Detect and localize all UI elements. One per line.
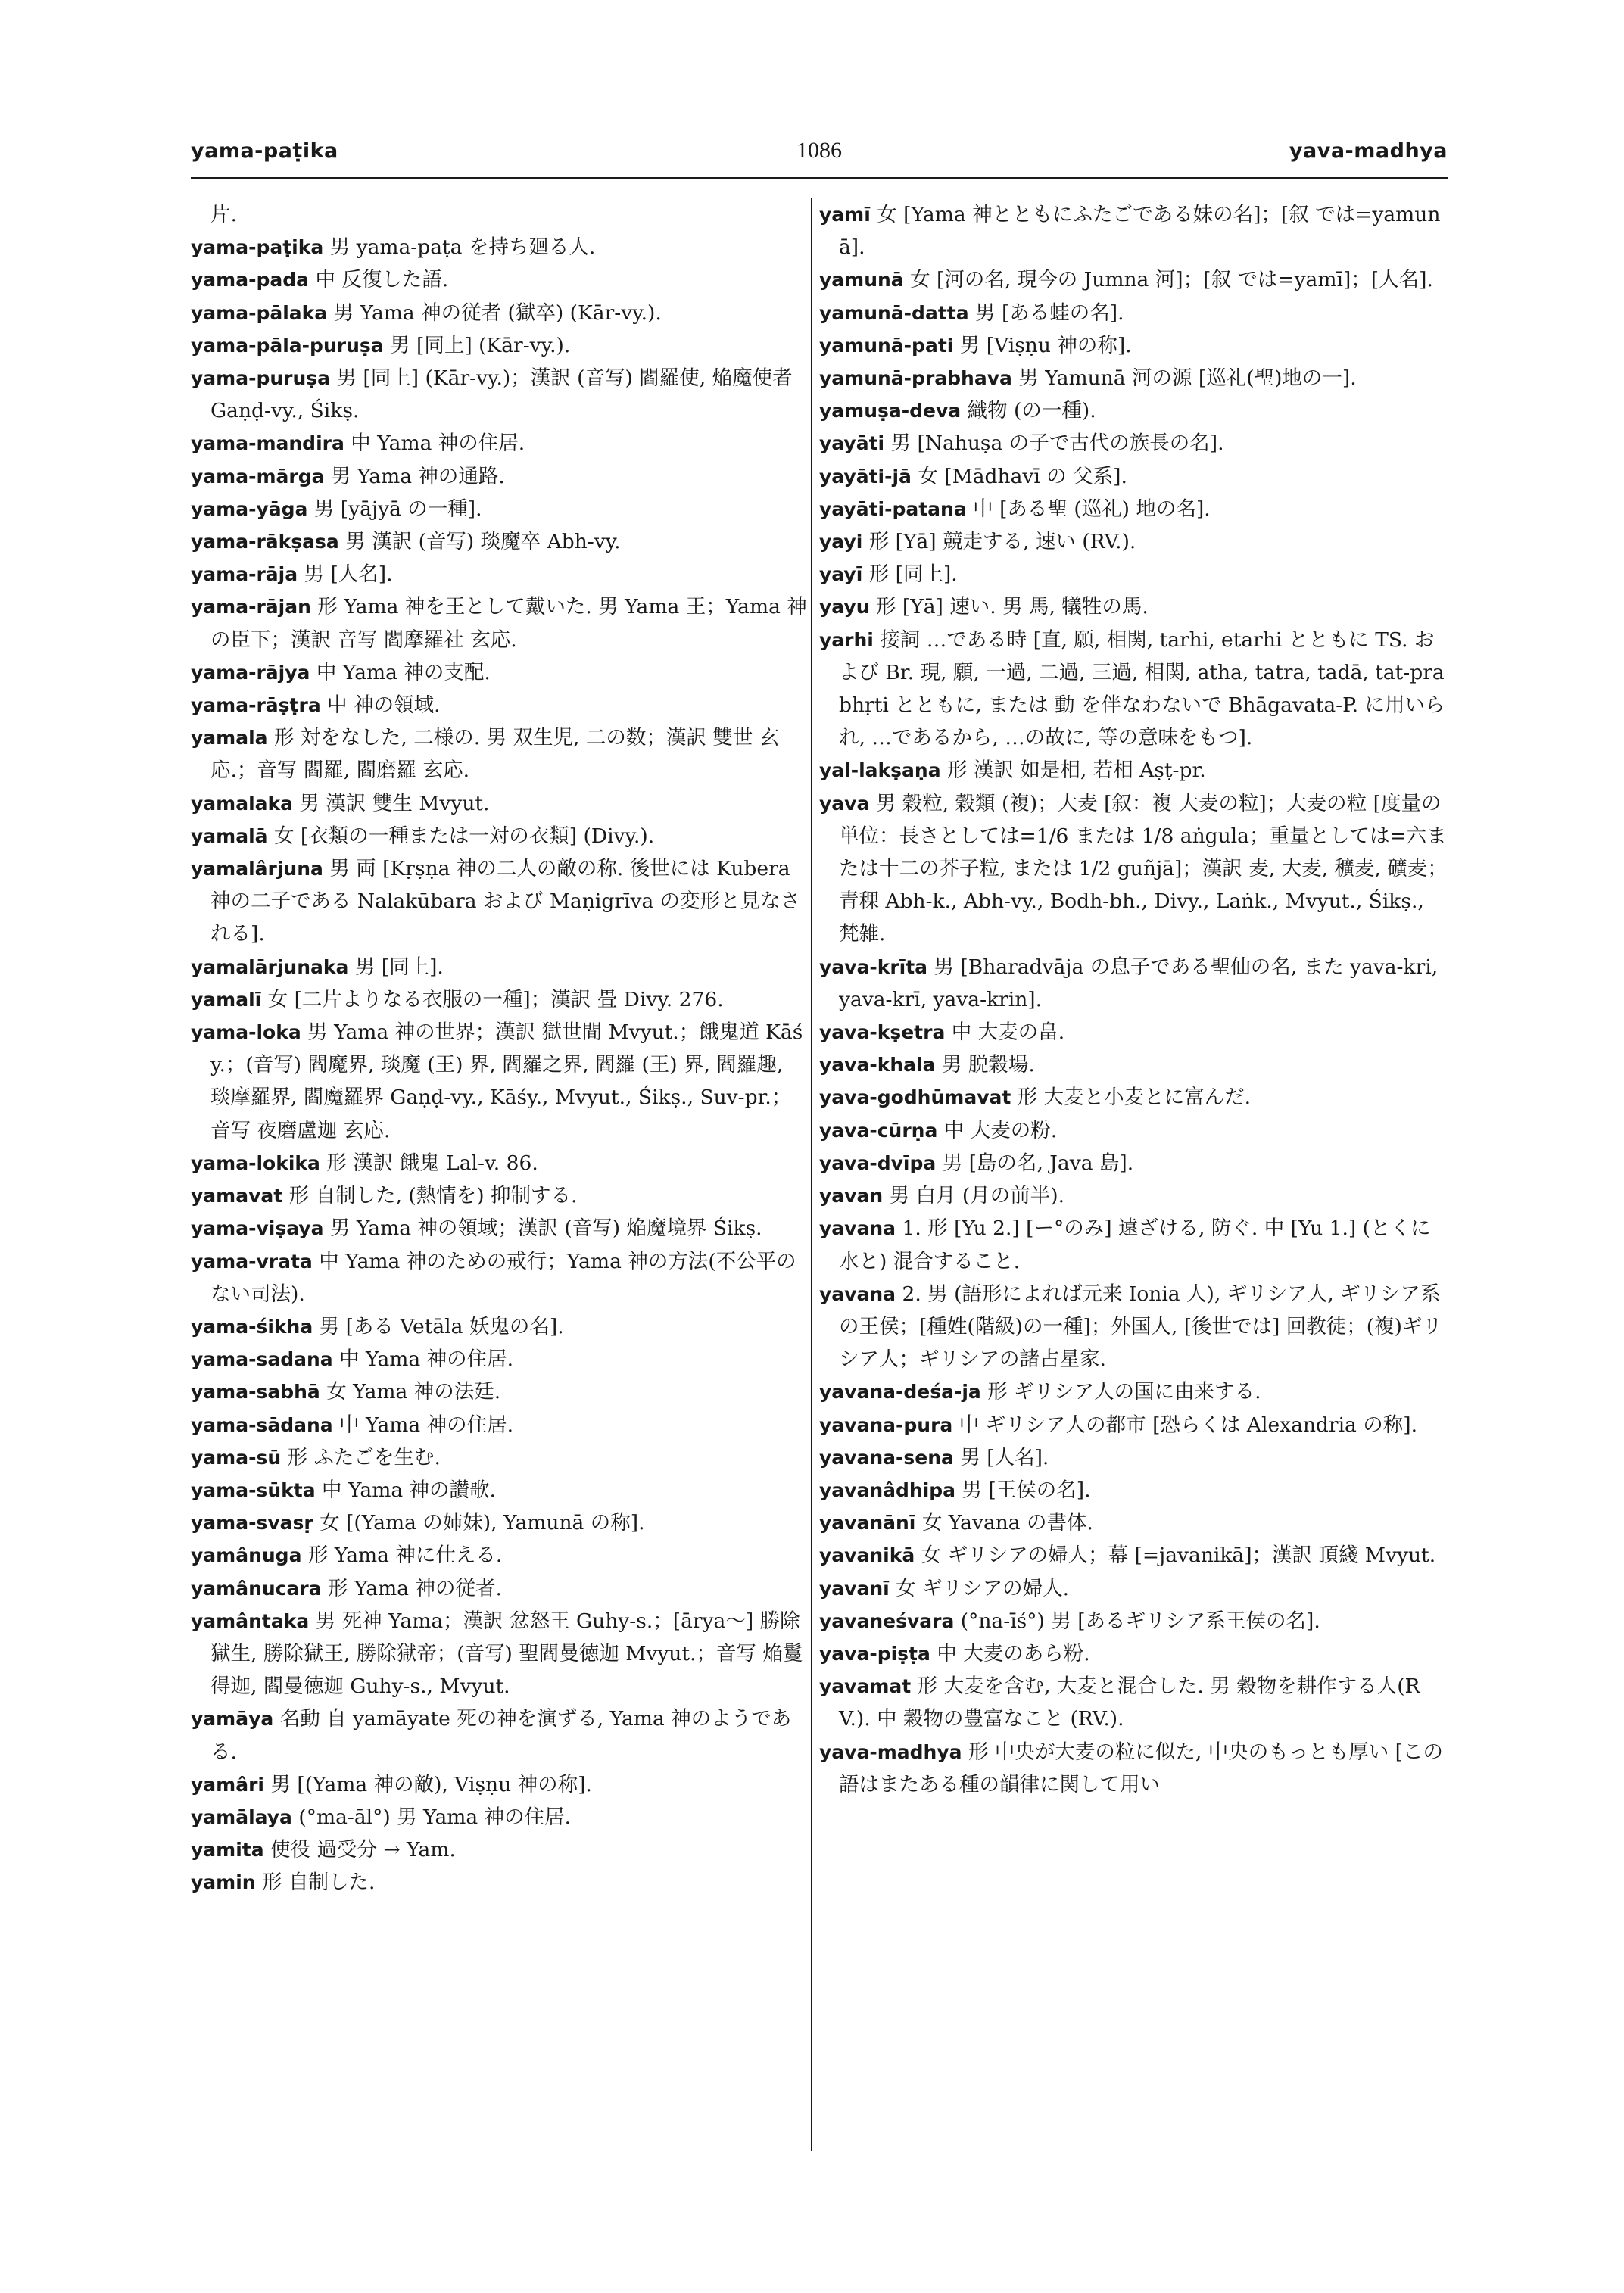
dictionary-entry xyxy=(191,656,808,689)
dictionary-entry xyxy=(819,1114,1448,1147)
entry-headword: yama-pālaka xyxy=(191,301,328,324)
entry-headword: yama-viṣaya xyxy=(191,1217,324,1240)
entry-definition: 中 大麦の粉. xyxy=(943,1118,1058,1142)
right-column xyxy=(819,198,1448,2151)
dictionary-entry xyxy=(191,263,808,296)
entry-definition: 1. 形 [Yu 2.] [ー°のみ] 遠ざける, 防ぐ. 中 [Yu 1.] (とくに水と) 混合すること. xyxy=(839,1217,1431,1273)
entry-headword: yarhi xyxy=(819,628,874,651)
dictionary-entry xyxy=(819,754,1448,787)
entry-headword: yama-pāla-puruṣa xyxy=(191,334,384,357)
entry-headword: yavamat xyxy=(819,1675,912,1698)
entry-headword: yal-lakṣaṇa xyxy=(819,759,941,782)
entry-definition: 女 [(Yama の姉妹), Yamunā の称]. xyxy=(320,1511,645,1535)
dictionary-entry xyxy=(191,1866,808,1899)
entry-definition: 男 [人名]. xyxy=(960,1445,1049,1469)
entry-definition: 男 [人名]. xyxy=(304,562,393,587)
entry-definition: 男 漢訳 (音写) 琰魔卒 Abh-vy. xyxy=(345,530,621,554)
dictionary-entry xyxy=(819,394,1448,427)
entry-definition: 2. 男 (語形によれば元来 Ionia 人), ギリシア人, ギリシア系の王侯；[種姓(階級)の一種]；外国人, [後世では] 回教徒；(複)ギリシア人；ギリシアの諸占星家. xyxy=(839,1282,1442,1372)
entry-headword: yama-yāga xyxy=(191,497,308,520)
dictionary-entry xyxy=(191,460,808,493)
entry-definition: 男 [(Yama 神の敵), Viṣṇu 神の称]. xyxy=(270,1772,592,1796)
dictionary-entry xyxy=(191,787,808,820)
entry-headword: yama-rājan xyxy=(191,596,311,618)
dictionary-entry xyxy=(191,1147,808,1179)
dictionary-entry xyxy=(819,460,1448,493)
dictionary-entry xyxy=(191,1441,808,1474)
entry-headword: yamunā-datta xyxy=(819,301,969,324)
dictionary-entry xyxy=(819,1637,1448,1670)
entry-definition: 男 漢訳 雙生 Mvyut. xyxy=(299,791,490,815)
entry-definition: 男 Yama 神の従者 (獄卒) (Kār-vy.). xyxy=(333,301,662,325)
entry-definition: 女 [河の名, 現今の Jumna 河]；[叙 では=yamī]；[人名]. xyxy=(910,268,1433,292)
dictionary-entry xyxy=(191,1375,808,1408)
entry-definition: 女 Yama 神の法廷. xyxy=(326,1380,501,1404)
entry-definition: 織物 (の一種). xyxy=(967,399,1096,423)
entry-definition: 女 Yavana の書体. xyxy=(921,1511,1093,1535)
entry-definition: 形 [Yā] 競走する, 速い (RV.). xyxy=(868,530,1136,554)
dictionary-entry xyxy=(191,590,808,656)
column-divider xyxy=(811,198,812,2151)
entry-definition: 男 Yama 神の通路. xyxy=(330,464,505,488)
dictionary-entry xyxy=(819,1409,1448,1441)
dictionary-entry xyxy=(819,427,1448,460)
entry-headword: yava-godhūmavat xyxy=(819,1086,1011,1109)
dictionary-entry xyxy=(819,1147,1448,1179)
dictionary-entry xyxy=(191,231,808,263)
entry-headword: yama-mandira xyxy=(191,432,344,455)
dictionary-entry xyxy=(191,1245,808,1310)
page-header xyxy=(191,133,1448,179)
entry-headword: yava-madhya xyxy=(819,1740,962,1763)
entry-headword: yava-krīta xyxy=(819,955,928,978)
dictionary-entry xyxy=(191,820,808,852)
entry-definition: 男 Yama 神の世界；漢訳 獄世間 Mvyut.；餓鬼道 Kāśy.；(音写) 閻魔界, 琰魔 (王) 界, 閻羅之界, 閻羅 (王) 界, 閻羅趣, 琰摩羅界, 閻魔羅界 Gaṇḍ-vy., Kāśy., Mvyut., Śikṣ., Suv-pr.；音写 夜磨盧迦 玄応. xyxy=(210,1020,803,1142)
entry-headword: yavana xyxy=(819,1217,896,1240)
entry-headword: yama-rāṣṭra xyxy=(191,694,321,717)
entry-headword: yayāti-jā xyxy=(819,465,912,488)
entry-definition: 男 [ある蛙の名]. xyxy=(975,301,1124,325)
entry-definition: 形 Yama 神を王として戴いた. 男 Yama 王；Yama 神の臣下；漢訳 音写 閻摩羅社 玄応. xyxy=(210,595,807,652)
entry-headword: yama-rājya xyxy=(191,661,310,684)
dictionary-entry xyxy=(819,1212,1448,1277)
entry-definition: 男 [Nahuṣa の子で古代の族長の名]. xyxy=(890,431,1224,456)
entry-definition: 片. xyxy=(210,203,237,226)
entry-definition: 形 大麦と小麦とに富んだ. xyxy=(1017,1086,1252,1110)
dictionary-entry xyxy=(819,1441,1448,1474)
dictionary-entry xyxy=(819,1572,1448,1605)
entry-headword: yama-sabhā xyxy=(191,1381,320,1404)
dictionary-entry xyxy=(819,1081,1448,1114)
dictionary-entry xyxy=(191,329,808,362)
entry-definition: 男 白月 (月の前半). xyxy=(889,1184,1065,1208)
entry-definition: 中 [ある聖 (巡礼) 地の名]. xyxy=(973,497,1211,521)
entry-definition: 男 [yājyā の一種]. xyxy=(313,497,482,521)
entry-definition: 男 [同上] (Kār-vy.)；漢訳 (音写) 閻羅使, 焔魔使者 Gaṇḍ-vy., Śikṣ. xyxy=(210,366,793,423)
entry-headword: yava-cūrṇa xyxy=(819,1119,938,1142)
entry-headword: yavaneśvara xyxy=(819,1609,955,1632)
dictionary-entry xyxy=(191,1703,808,1768)
entry-definition: 形 中央が大麦の粒に似た, 中央のもっとも厚い [この語はまたある種の韻律に関して用い xyxy=(839,1740,1443,1796)
dictionary-entry xyxy=(191,1016,808,1147)
left-column xyxy=(191,198,808,2151)
entry-definition: 男 死神 Yama；漢訳 忿怒王 Guhy-s.；[ārya～] 勝除獄生, 勝除獄王, 勝除獄帝；(音写) 聖閻曼徳迦 Mvyut.；音写 焔鬘得迦, 閻曼徳迦 Guhy-s., Mvyut. xyxy=(210,1609,803,1699)
entry-definition: 形 自制した. xyxy=(262,1871,376,1895)
entry-headword: yamavat xyxy=(191,1185,283,1207)
dictionary-entry xyxy=(191,951,808,983)
entry-definition: 中 Yama 神の住居. xyxy=(339,1413,514,1437)
entry-headword: yama-loka xyxy=(191,1021,301,1044)
entry-headword: yavana-sena xyxy=(819,1446,954,1469)
entry-headword: yava xyxy=(819,792,870,815)
entry-definition: 男 [王侯の名]. xyxy=(962,1478,1091,1502)
entry-headword: yama-svasṛ xyxy=(191,1512,313,1534)
entry-definition: 中 Yama 神のための戒行；Yama 神の方法(不公平のない司法). xyxy=(210,1249,796,1306)
page-number: 1086 xyxy=(796,138,842,163)
entry-definition: 使役 過受分 → Yam. xyxy=(270,1838,456,1862)
dictionary-entry xyxy=(819,1506,1448,1539)
entry-definition: 形 漢訳 餓鬼 Lal-v. 86. xyxy=(326,1151,538,1175)
dictionary-entry xyxy=(191,1801,808,1833)
entry-headword: yama-sūkta xyxy=(191,1478,316,1501)
entry-headword: yamalaka xyxy=(191,792,294,815)
entry-headword: yavan xyxy=(819,1185,884,1207)
entry-headword: yama-śikha xyxy=(191,1315,313,1338)
entry-headword: yama-rāja xyxy=(191,563,298,586)
entry-definition: 男 [島の名, Java 島]. xyxy=(942,1151,1134,1175)
entry-definition: 形 対をなした, 二様の. 男 双生児, 二の数；漢訳 雙世 玄応.；音写 閻羅, 閻磨羅 玄応. xyxy=(210,726,780,783)
entry-definition: 形 ふたごを生む. xyxy=(287,1445,441,1469)
dictionary-entry xyxy=(819,493,1448,525)
dictionary-entry xyxy=(191,297,808,329)
entry-definition: 男 yama-paṭa を持ち廻る人. xyxy=(329,235,596,260)
entry-headword: yamāya xyxy=(191,1708,274,1731)
dictionary-entry xyxy=(819,198,1448,263)
entry-headword: yamalā xyxy=(191,824,268,847)
dictionary-entry xyxy=(191,1179,808,1212)
dictionary-entry xyxy=(819,263,1448,296)
entry-headword: yayī xyxy=(819,563,863,586)
entry-headword: yavana-pura xyxy=(819,1413,953,1436)
entry-definition: 名動 自 yamāyate 死の神を演ずる, Yama 神のようである. xyxy=(210,1707,792,1764)
entry-definition: 形 自制した, (熱情を) 抑制する. xyxy=(288,1184,578,1208)
dictionary-entry xyxy=(819,297,1448,329)
dictionary-entry xyxy=(191,1833,808,1866)
dictionary-entry xyxy=(819,329,1448,362)
entry-headword: yavanī xyxy=(819,1577,890,1600)
entry-headword: yama-pada xyxy=(191,269,309,291)
entry-headword: yama-paṭika xyxy=(191,236,324,259)
entry-headword: yama-puruṣa xyxy=(191,367,331,390)
dictionary-entry xyxy=(191,689,808,721)
entry-definition: 男 脱穀場. xyxy=(941,1053,1035,1077)
entry-headword: yamī xyxy=(819,204,871,226)
dictionary-entry xyxy=(191,983,808,1016)
entry-headword: yamunā-prabhava xyxy=(819,367,1012,390)
entry-definition: 男 [同上]. xyxy=(354,955,444,979)
entry-definition: 男 [同上] (Kār-vy.). xyxy=(390,333,571,357)
dictionary-entry xyxy=(819,1539,1448,1572)
entry-definition: 形 [同上]. xyxy=(868,562,958,587)
dictionary-entry xyxy=(819,1670,1448,1735)
entry-headword: yavana-deśa-ja xyxy=(819,1381,981,1404)
entry-headword: yavana xyxy=(819,1282,896,1305)
dictionary-entry xyxy=(191,1539,808,1572)
dictionary-entry xyxy=(191,1605,808,1703)
dictionary-entry xyxy=(819,1375,1448,1408)
entry-definition: (°ma-āl°) 男 Yama 神の住居. xyxy=(298,1805,572,1829)
entry-definition: 中 Yama 神の讃歌. xyxy=(322,1478,496,1502)
dictionary-entry xyxy=(191,1409,808,1441)
entry-definition: (°na-īś°) 男 [あるギリシア系王侯の名]. xyxy=(960,1609,1320,1633)
running-head-right: yava-madhya xyxy=(1289,139,1448,163)
dictionary-entry xyxy=(191,1343,808,1375)
entry-headword: yama-mārga xyxy=(191,465,325,488)
entry-definition: 形 [Yā] 速い. 男 馬, 犠牲の馬. xyxy=(875,595,1149,619)
dictionary-entry xyxy=(819,951,1448,1016)
entry-headword: yava-khala xyxy=(819,1054,936,1076)
dictionary-entry xyxy=(819,1179,1448,1212)
entry-headword: yavanānī xyxy=(819,1512,916,1534)
dictionary-entry xyxy=(191,362,808,427)
entry-definition: 男 Yamunā 河の源 [巡礼(聖)地の一]. xyxy=(1018,366,1357,391)
entry-definition: 中 Yama 神の支配. xyxy=(316,660,491,684)
dictionary-entry xyxy=(191,721,808,787)
entry-headword: yama-sū xyxy=(191,1446,282,1469)
entry-definition: 中 ギリシア人の都市 [恐らくは Alexandria の称]. xyxy=(959,1413,1418,1437)
dictionary-entry xyxy=(191,1212,808,1245)
dictionary-entry xyxy=(191,198,808,231)
entry-definition: 女 [二片よりなる衣服の一種]；漢訳 畳 Divy. 276. xyxy=(267,987,724,1011)
entry-headword: yamalārjunaka xyxy=(191,955,349,978)
dictionary-entry xyxy=(191,525,808,558)
entry-headword: yava-dvīpa xyxy=(819,1151,937,1174)
entry-headword: yamālaya xyxy=(191,1805,292,1828)
dictionary-entry xyxy=(819,362,1448,394)
entry-definition: 形 Yama 神に仕える. xyxy=(307,1544,503,1568)
dictionary-entry xyxy=(819,525,1448,558)
entry-headword: yamunā-pati xyxy=(819,334,954,357)
entry-headword: yama-sādana xyxy=(191,1413,333,1436)
entry-headword: yamita xyxy=(191,1839,264,1862)
entry-headword: yayu xyxy=(819,596,870,618)
entry-definition: 形 ギリシア人の国に由来する. xyxy=(987,1380,1261,1404)
dictionary-entry xyxy=(819,787,1448,951)
entry-headword: yamin xyxy=(191,1871,256,1894)
dictionary-entry xyxy=(819,624,1448,755)
entry-definition: 形 漢訳 如是相, 若相 Aṣṭ-pr. xyxy=(947,759,1206,783)
entry-headword: yavanâdhipa xyxy=(819,1478,956,1501)
entry-definition: 中 Yama 神の住居. xyxy=(351,431,525,456)
dictionary-entry xyxy=(191,427,808,460)
entry-definition: 中 反復した語. xyxy=(315,268,449,292)
dictionary-entry xyxy=(191,493,808,525)
dictionary-entry xyxy=(191,1310,808,1343)
dictionary-entry xyxy=(819,590,1448,623)
entry-headword: yamalī xyxy=(191,988,262,1011)
entry-headword: yayi xyxy=(819,531,863,553)
entry-headword: yama-rākṣasa xyxy=(191,531,339,553)
dictionary-entry xyxy=(191,1506,808,1539)
entry-definition: 接詞 …である時 [直, 願, 相関, tarhi, etarhi とともに TS. および Br. 現, 願, 一過, 二過, 三過, 相関, atha, tatra, tadā, tat-prabhṛti とともに, または 動 を伴なわないで Bhāgavata-P. に用いられ, …であるから, …の故に, 等の意味をもつ]. xyxy=(839,628,1445,750)
dictionary-entry xyxy=(819,1016,1448,1048)
entry-headword: yama-vrata xyxy=(191,1250,313,1273)
dictionary-entry xyxy=(191,558,808,590)
dictionary-entry xyxy=(819,1278,1448,1376)
dictionary-entry xyxy=(819,1048,1448,1081)
entry-definition: 男 [Viṣṇu 神の称]. xyxy=(959,333,1132,357)
entry-definition: 中 Yama 神の住居. xyxy=(339,1347,514,1372)
entry-definition: 女 ギリシアの婦人；幕 [=javanikā]；漢訳 頂綫 Mvyut. xyxy=(921,1544,1436,1568)
dictionary-entry xyxy=(191,1572,808,1605)
entry-definition: 男 [Bharadvāja の息子である聖仙の名, また yava-kri, yava-krī, yava-krin]. xyxy=(839,955,1439,1011)
entry-definition: 中 神の領域. xyxy=(327,693,441,718)
entry-headword: yamâri xyxy=(191,1773,264,1796)
entry-headword: yama-lokika xyxy=(191,1151,320,1174)
entry-headword: yava-kṣetra xyxy=(819,1021,946,1044)
entry-definition: 男 両 [Kṛṣṇa 神の二人の敵の称. 後世には Kubera 神の二子である Nalakūbara および Maṇigrīva の変形と見なされる]. xyxy=(210,857,801,946)
entry-headword: yayāti-patana xyxy=(819,497,967,520)
entry-headword: yamunā xyxy=(819,269,904,291)
dictionary-entry xyxy=(819,1736,1448,1801)
entry-definition: 男 穀粒, 穀類 (複)；大麦 [叙：複 大麦の粒]；大麦の粒 [度量の単位：長さとしては=1/6 または 1/8 aṅgula；重量としては=六または十二の芥子粒, または 1/2 guñjā]；漢訳 麦, 大麦, 穬麦, 礦麦；青稞 Abh-k., Abh-vy., Bodh-bh., Divy., Laṅk., Mvyut., Śikṣ., 梵雑. xyxy=(839,791,1448,946)
entry-definition: 女 [Mādhavī の 父系]. xyxy=(918,464,1127,488)
entry-definition: 女 [衣類の一種または一対の衣類] (Divy.). xyxy=(273,824,655,848)
entry-headword: yava-piṣṭa xyxy=(819,1642,930,1665)
entry-headword: yavanikā xyxy=(819,1544,915,1567)
entry-definition: 形 Yama 神の従者. xyxy=(328,1576,502,1600)
entry-definition: 中 大麦の畠. xyxy=(951,1020,1065,1045)
entry-headword: yamuṣa-deva xyxy=(819,400,962,422)
entry-headword: yamântaka xyxy=(191,1609,310,1632)
entry-definition: 中 大麦のあら粉. xyxy=(937,1641,1090,1665)
entry-headword: yamalârjuna xyxy=(191,858,323,880)
entry-definition: 女 ギリシアの婦人. xyxy=(896,1576,1069,1600)
dictionary-entry xyxy=(191,1768,808,1801)
entry-headword: yayāti xyxy=(819,432,885,455)
entry-definition: 形 大麦を含む, 大麦と混合した. 男 穀物を耕作する人(RV.). 中 穀物の豊富なこと (RV.). xyxy=(839,1675,1420,1731)
dictionary-entry xyxy=(819,1605,1448,1637)
dictionary-entry xyxy=(191,852,808,951)
entry-headword: yamânucara xyxy=(191,1577,322,1600)
dictionary-entry xyxy=(191,1474,808,1506)
entry-definition: 男 Yama 神の領域；漢訳 (音写) 焔魔境界 Śikṣ. xyxy=(329,1217,762,1241)
dictionary-entry xyxy=(819,558,1448,590)
entry-headword: yamânuga xyxy=(191,1544,302,1567)
running-head-left: yama-paṭika xyxy=(191,139,338,163)
entry-definition: 女 [Yama 神とともにふたごである妹の名]；[叙 では=yamunā]. xyxy=(839,203,1441,260)
entry-headword: yamala xyxy=(191,727,268,749)
entry-definition: 男 [ある Vetāla 妖鬼の名]. xyxy=(319,1314,564,1338)
dictionary-entry xyxy=(819,1474,1448,1506)
entry-headword: yama-sadana xyxy=(191,1348,333,1371)
